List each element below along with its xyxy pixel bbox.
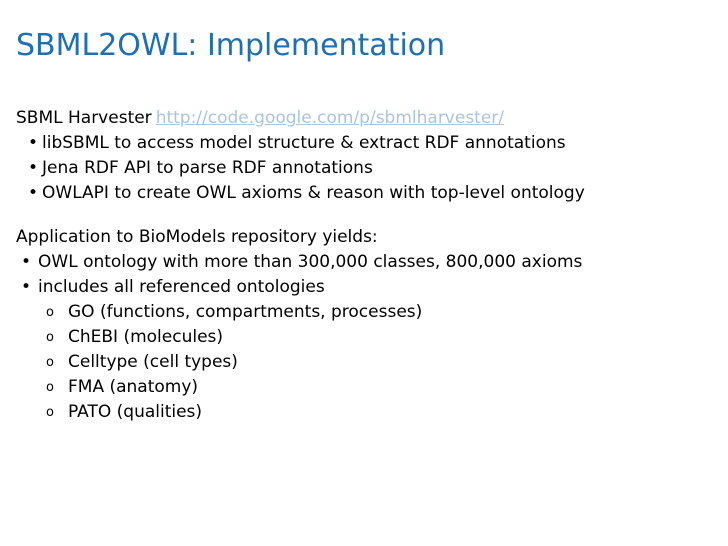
bullet-marker: • bbox=[28, 183, 39, 203]
bullet-text: libSBML to access model structure & extract RDF annotations bbox=[42, 133, 566, 153]
harvester-line bbox=[16, 106, 585, 131]
application-bullet-1 bbox=[16, 250, 585, 275]
application-heading: Application to BioModels repository yields: bbox=[16, 227, 378, 247]
slide-body bbox=[16, 106, 585, 425]
sub-bullet-marker: o bbox=[46, 330, 54, 345]
sub-bullet-text: PATO (qualities) bbox=[68, 402, 203, 422]
bullet-text: includes all referenced ontologies bbox=[38, 277, 325, 297]
sub-bullet-text: FMA (anatomy) bbox=[68, 377, 199, 397]
sub-bullet-pato bbox=[16, 400, 585, 425]
harvester-label: SBML Harvester bbox=[16, 108, 152, 128]
harvester-bullet-2 bbox=[16, 156, 585, 181]
sub-bullet-text: GO (functions, compartments, processes) bbox=[68, 302, 423, 322]
sub-bullet-text: ChEBI (molecules) bbox=[68, 327, 224, 347]
sub-bullet-marker: o bbox=[46, 305, 54, 320]
spacer bbox=[16, 206, 585, 225]
sub-bullet-marker: o bbox=[46, 380, 54, 395]
sub-bullet-go bbox=[16, 300, 585, 325]
harvester-link[interactable]: http://code.google.com/p/sbmlharvester/ bbox=[155, 108, 505, 128]
harvester-bullet-1 bbox=[16, 131, 585, 156]
bullet-marker: • bbox=[21, 277, 32, 297]
bullet-marker: • bbox=[21, 252, 32, 272]
bullet-text: Jena RDF API to parse RDF annotations bbox=[42, 158, 373, 178]
bullet-marker: • bbox=[28, 158, 39, 178]
slide-title: SBML2OWL: Implementation bbox=[16, 28, 446, 63]
harvester-bullet-3 bbox=[16, 181, 585, 206]
application-bullet-2 bbox=[16, 275, 585, 300]
bullet-text: OWL ontology with more than 300,000 classes, 800,000 axioms bbox=[38, 252, 583, 272]
sub-bullet-marker: o bbox=[46, 355, 54, 370]
bullet-text: OWLAPI to create OWL axioms & reason with top-level ontology bbox=[42, 183, 585, 203]
sub-bullet-text: Celltype (cell types) bbox=[68, 352, 238, 372]
sub-bullet-chebi bbox=[16, 325, 585, 350]
sub-bullet-marker: o bbox=[46, 405, 54, 420]
bullet-marker: • bbox=[28, 133, 39, 153]
sub-bullet-celltype bbox=[16, 350, 585, 375]
sub-bullet-fma bbox=[16, 375, 585, 400]
